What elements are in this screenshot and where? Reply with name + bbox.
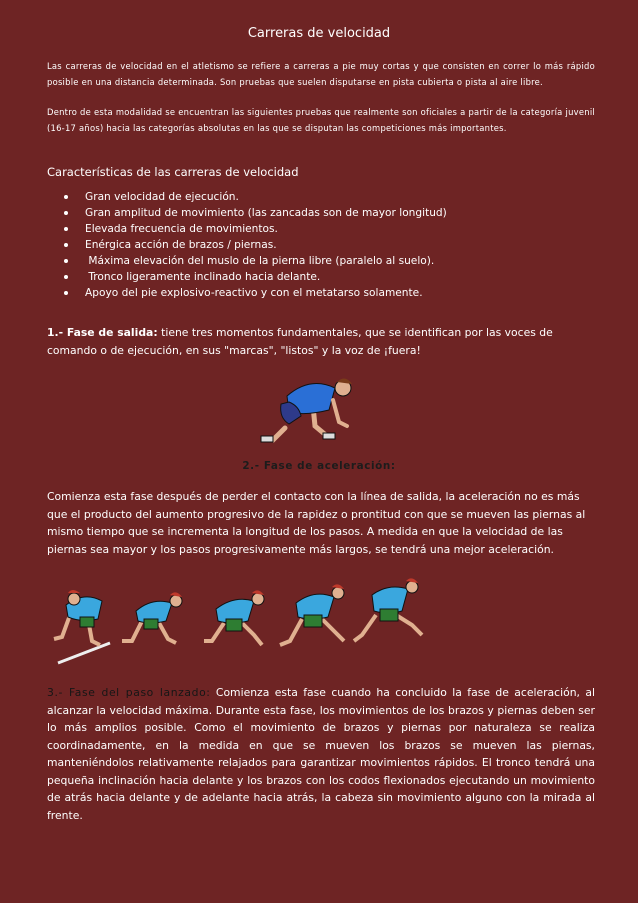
bullet-icon bbox=[64, 211, 68, 215]
list-item-text: Gran amplitud de movimiento (las zancadas son de mayor longitud) bbox=[85, 207, 447, 219]
list-item-text: Elevada frecuencia de movimientos. bbox=[85, 223, 278, 235]
list-item-text: Máxima elevación del muslo de la pierna libre (paralelo al suelo). bbox=[85, 255, 435, 267]
runner-figure-1 bbox=[54, 590, 102, 645]
runner-figure-3 bbox=[204, 590, 264, 645]
list-item bbox=[47, 285, 607, 301]
bullet-icon bbox=[64, 195, 68, 199]
section-start-heading: 1.- Fase de salida: bbox=[47, 326, 158, 339]
section-start-text: tiene tres momentos fundamentales, que se identifican por las voces de comando o de ejecución, en sus "marcas", "listos" y la voz de ¡fuera! bbox=[47, 326, 553, 357]
bullet-icon bbox=[64, 227, 68, 231]
list-item-text: Gran velocidad de ejecución. bbox=[85, 191, 239, 203]
bullet-icon bbox=[64, 291, 68, 295]
list-item bbox=[47, 253, 607, 269]
list-item-text: Apoyo del pie explosivo-reactivo y con el metatarso solamente. bbox=[85, 287, 423, 299]
section-start-phase bbox=[47, 324, 597, 360]
intro-paragraph-1: Las carreras de velocidad en el atletismo se refiere a carreras a pie muy cortas y que consisten en correr lo más rápido posible en una distancia determinada. Son pruebas que suelen disputarse en pista cubierta o pista al aire libre. bbox=[47, 61, 595, 87]
characteristics-heading: Características de las carreras de velocidad bbox=[47, 165, 299, 179]
list-item bbox=[47, 205, 607, 221]
bullet-icon bbox=[64, 243, 68, 247]
section-flying-phase bbox=[47, 684, 595, 824]
list-item-text: Tronco ligeramente inclinado hacia delante. bbox=[85, 271, 321, 283]
list-item bbox=[47, 237, 607, 253]
list-item bbox=[47, 269, 607, 285]
runner-figure-5 bbox=[354, 578, 422, 641]
crouch-start-illustration bbox=[255, 366, 365, 446]
runner-figure-2 bbox=[122, 592, 182, 643]
list-item bbox=[47, 189, 607, 205]
section-flying-heading: 3.- Fase del paso lanzado: bbox=[47, 686, 211, 699]
list-item bbox=[47, 221, 607, 237]
runner-figure-4 bbox=[280, 584, 344, 645]
page-title: Carreras de velocidad bbox=[247, 26, 391, 41]
bullet-icon bbox=[64, 275, 68, 279]
intro-paragraph-2: Dentro de esta modalidad se encuentran las siguientes pruebas que realmente son oficiales a partir de la categoría juvenil (16-17 años) hacia las categorías absolutas en las que se disputan las competiciones más importantes. bbox=[47, 107, 595, 133]
bullet-icon bbox=[64, 259, 68, 263]
acceleration-sequence-illustration bbox=[40, 575, 440, 670]
characteristics-list bbox=[47, 189, 607, 301]
section-acceleration-text: Comienza esta fase después de perder el contacto con la línea de salida, la aceleración no es más que el producto del aumento progresivo de la rapidez o prontitud con que se mueven las piernas al mismo tiempo que se incrementa la longitud de los pasos. A medida en que la velocidad de las piernas sea mayor y los pasos progresivamente más largos, se tendrá una mejor aceleración. bbox=[47, 490, 586, 556]
section-flying-text: Comienza esta fase cuando ha concluido la fase de aceleración, al alcanzar la velocidad máxima. Durante esta fase, los movimientos de los brazos y piernas deben ser lo más amplios posible. Como el movimiento de brazos y piernas por naturaleza se realiza coordinadamente, en la medida en que se mueven los brazos se mueven las piernas, manteniéndolos relativamente relajados para garantizar movimientos rápidos. El tronco tendrá una pequeña inclinación hacia delante y los brazos con los codos flexionados ejecutando un movimiento de atrás hacia delante y de adelante hacia atrás, la cabeza sin movimiento alguno con la mirada al frente. bbox=[47, 686, 595, 822]
section-acceleration-heading bbox=[0, 460, 638, 472]
section-acceleration-heading-text: 2.- Fase de aceleración: bbox=[242, 460, 396, 472]
list-item-text: Enérgica acción de brazos / piernas. bbox=[85, 239, 277, 251]
